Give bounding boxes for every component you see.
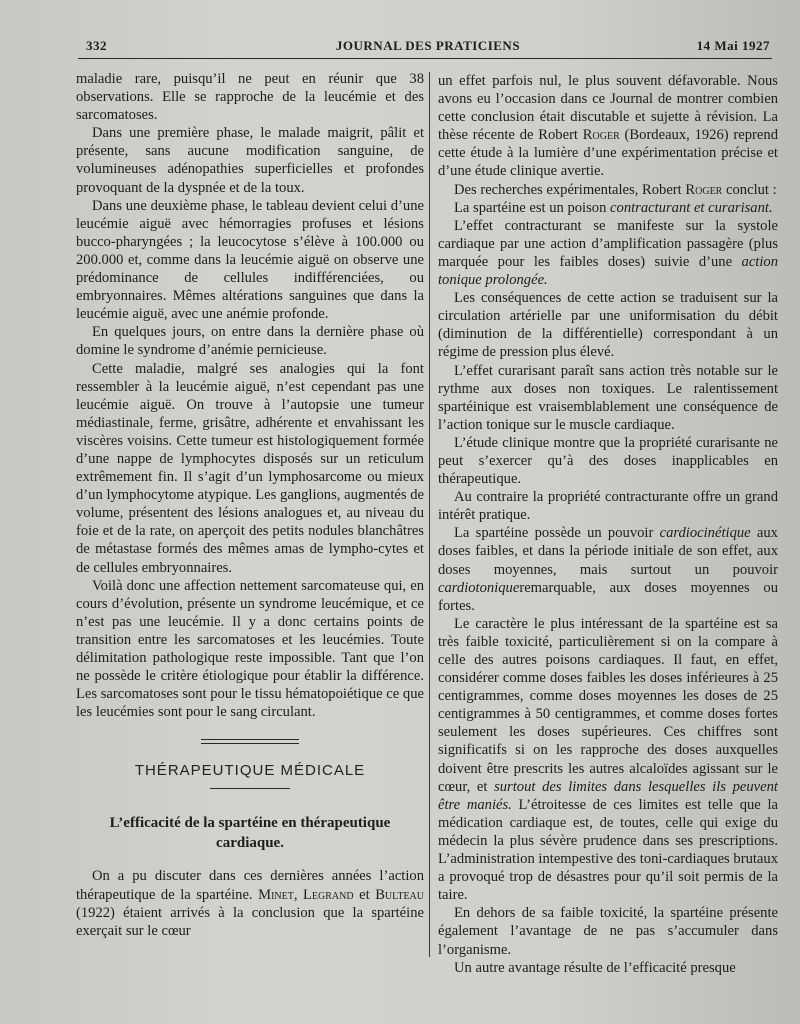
paragraph-text: et — [359, 886, 370, 903]
paragraph: Dans une deuxième phase, le tableau devient celui d’une leucémie aiguë avec hémorragies profuses et lésions bucco-pharyngées ; la leucocytose s’élève à 100.000 ou 200.000 et, comme dans la leucémie aiguë on observe une prédominance de cellules indifférenciées, ou embryonnaires. Mêmes altérations sanguines que dans la leucémie aiguë, avec une anémie profonde. — [76, 197, 424, 323]
emphasis: surtout des limites dans lesquelles ils peuvent être maniés. — [438, 778, 778, 813]
paragraph-text: La spartéine est un poison — [454, 199, 607, 216]
paragraph — [438, 217, 778, 289]
section-title-rule — [210, 788, 290, 789]
paragraph-text: Des recherches expérimentales, Robert — [454, 181, 682, 198]
right-column — [438, 72, 778, 977]
journal-title: JOURNAL DES PRATICIENS — [335, 38, 521, 53]
paragraph-text: Le caractère le plus intéressant de la spartéine est sa très faible toxicité, particulièrement si on la compare à celle des autres poisons cardiaques. Il faut, en effet, considérer comme doses faibles les doses inférieures à 25 centigrammes, comme doses moyennes les doses de 25 centigrammes à 50 centigrammes, et comme doses fortes seulement les doses supérieures. Ces chiffres sont significatifs si on les rapproche des doses auxquelles doivent être prescrits les autres alcaloïdes agissant sur le cœur, et — [438, 615, 778, 795]
emphasis: action tonique prolongée. — [438, 253, 778, 289]
paragraph-text: remarquable, aux doses moyennes ou fortes. — [438, 579, 778, 614]
paragraph: Cette maladie, malgré ses analogies qui la font ressembler à la leucémie aiguë, n’est cependant pas une leucémie aiguë. On trouve à l’autopsie une tumeur médiastinale, ferme, grisâtre, adhérente et envahissant les viscères voisins. Cette tumeur est histologiquement formée d’une nappe de lymphocytes disposés sur un reticulum extrêmement fin. Il s’agit d’un lymphosarcome ou mieux d’un lymphocytome atypique. Les ganglions, augmentés de volume, présentent des lésions analogues et, au niveau du foie et de la rate, on aperçoit des petits nodules blanchâtres de métastase formés des mêmes amas de lympho-cytes et de cellules embryonnaires. — [76, 360, 424, 576]
paragraph-text: conclut : — [726, 181, 777, 198]
paragraph — [76, 867, 424, 939]
author-name: Roger — [582, 127, 620, 144]
emphasis: contracturant et curarisant. — [610, 199, 773, 216]
issue-date: 14 Mai 1927 — [696, 38, 770, 53]
article-title: L’efficacité de la spartéine en thérapeutique cardiaque. — [109, 815, 391, 852]
emphasis: cardiotonique — [438, 579, 520, 596]
paragraph: L’effet curarisant paraît sans action très notable sur le rythme aux doses non toxiques. Le ralentissement spartéinique est vraisemblablement une conséquence de l’action tonique sur le muscle cardiaque. — [438, 362, 778, 433]
paragraph-text: un effet parfois nul, le plus souvent défavorable. Nous avons eu l’occasion dans ce Journal de montrer combien cette conclusion était discutable et sujette à révision. La thèse récente de Robert — [438, 73, 778, 144]
paragraph: L’étude clinique montre que la propriété curarisante ne peut s’exercer qu’à des doses inapplicables en thérapeutique. — [438, 434, 778, 488]
paragraph — [438, 524, 778, 614]
section-separator — [201, 739, 299, 744]
paragraph-text: L’effet contracturant se manifeste sur la systole cardiaque par une action d’amplification passagère (plus marquée pour les faibles doses) suivie d’une — [438, 217, 778, 270]
paragraph-text: (Bordeaux, 1926) reprend cette étude à la lumière d’une expérimentation précise et d’une étude clinique avertie. — [438, 127, 778, 180]
author-name: Minet, — [258, 886, 298, 903]
running-header — [86, 38, 770, 60]
paragraph: En dehors de sa faible toxicité, la spartéine présente également l’avantage de ne pas s’accumuler dans l’organisme. — [438, 905, 778, 958]
paragraph-text: aux doses faibles, et dans la période initiale de son effet, aux doses moyennes, mais surtout un pouvoir — [438, 525, 778, 578]
paragraph-text: On a pu discuter dans ces dernières années l’action thérapeutique de la spartéine. — [76, 868, 424, 903]
paragraph — [438, 615, 778, 905]
paragraph: Dans une première phase, le malade maigrit, pâlit et présente, sans aucune modification sanguine, de volumineuses adénopathies superficielles et profondes provoquant de la dyspnée et de la toux. — [76, 125, 424, 196]
paragraph: Les conséquences de cette action se traduisent sur la circulation artérielle par une uniformisation du débit (diminution de la différentielle) correspondant à un régime de pression plus élevé. — [438, 290, 778, 361]
paragraph — [438, 181, 778, 199]
header-rule — [78, 58, 772, 59]
paragraph-text: La spartéine possède un pouvoir — [454, 525, 654, 542]
author-name: Roger — [685, 181, 723, 198]
author-name: Bulteau — [375, 886, 424, 903]
paragraph — [438, 199, 778, 217]
paragraph: Voilà donc une affection nettement sarcomateuse qui, en cours d’évolution, présente un syndrome leucémique, et ce n’est pas une leucémie. Il y a donc certains points de transition entre les sarcomatoses et les leucémies. Toute délimitation pathologique reste impossible. Tant que l’on ne possède le critère étiologique pour établir la différence. Les sarcomatoses sont pour le tissu hématopoiétique ce que les leucémies sont pour le sang circulant. — [76, 577, 424, 721]
paragraph: maladie rare, puisqu’il ne peut en réunir que 38 observations. Elle se rapproche de la leucémie et des sarcomatoses. — [76, 71, 424, 124]
paragraph — [438, 72, 778, 181]
paragraph-text: (1922) étaient arrivés à la conclusion que la spartéine exerçait sur le cœur — [76, 904, 424, 939]
page-number: 332 — [86, 38, 107, 53]
left-column — [76, 70, 424, 940]
section-title: THÉRAPEUTIQUE MÉDICALE — [134, 762, 366, 780]
author-name: Legrand — [303, 886, 354, 903]
paragraph: En quelques jours, on entre dans la dernière phase où domine le syndrome d’anémie pernicieuse. — [76, 324, 424, 359]
paragraph: Au contraire la propriété contracturante offre un grand intérêt pratique. — [438, 489, 778, 524]
paragraph-text: L’étroitesse de ces limites est telle que la médication cardiaque est, de toutes, celle qui exige du médecin la plus sévère prudence dans ses prescriptions. L’administration intempestive des toni-cardiaques brutaux a provoqué trop de désastres pour qu’il soit permis de la taire. — [438, 796, 779, 904]
column-divider — [429, 72, 430, 957]
emphasis: cardiocinétique — [659, 525, 751, 542]
paragraph: Un autre avantage résulte de l’efficacité presque — [454, 959, 736, 976]
